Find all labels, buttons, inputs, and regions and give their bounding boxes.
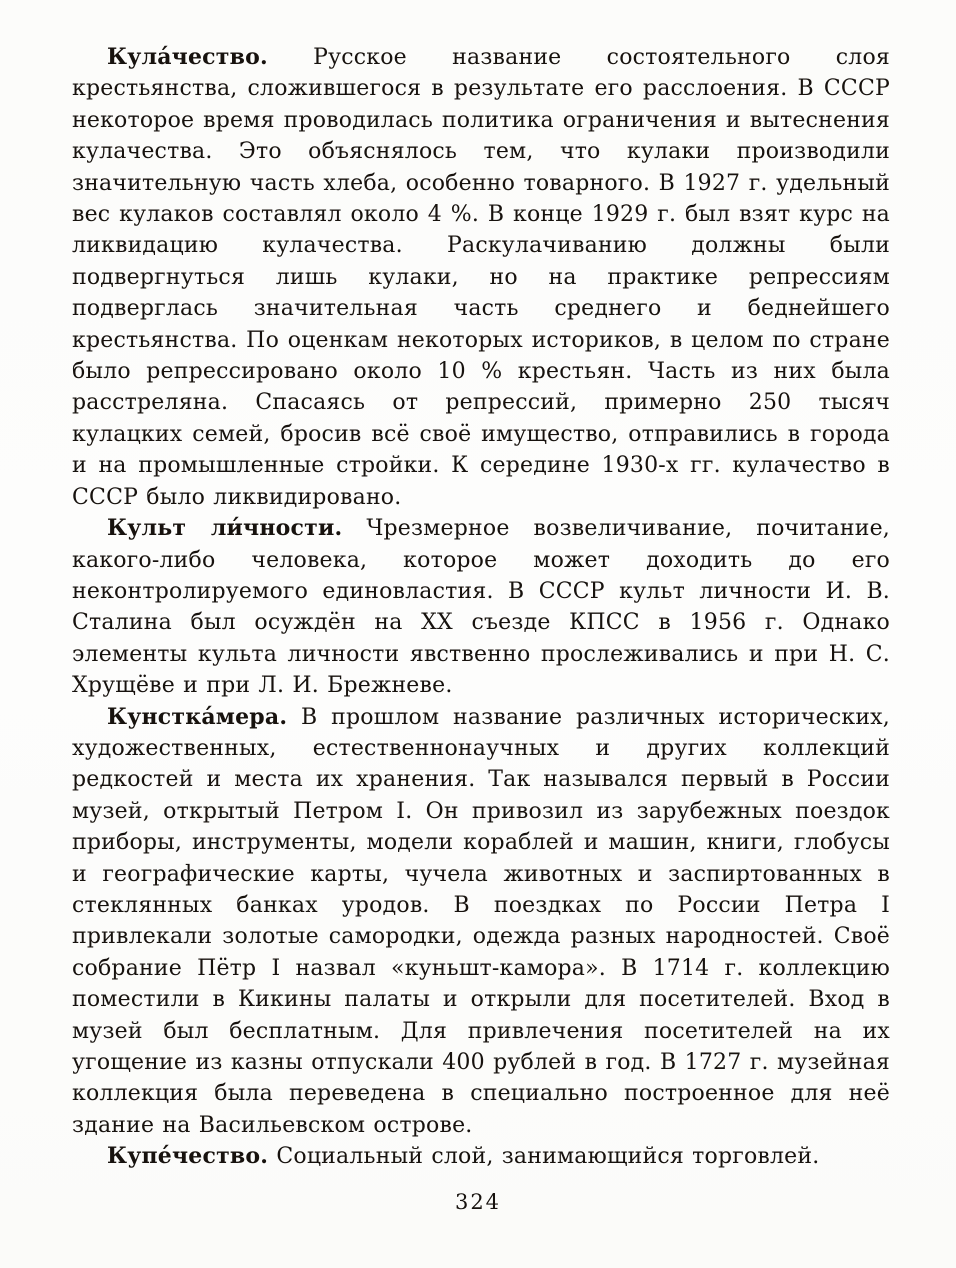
dictionary-entry xyxy=(72,42,890,513)
entry-definition: Русское название состоятельного слоя крестьянства, сложившегося в результате его расслоения. В СССР некоторое время проводилась политика ограничения и вытеснения кулачества. Это объяснялось тем, что кулаки производили значительную часть хлеба, особенно товарного. В 1927 г. удельный вес кулаков составлял около 4 %. В конце 1929 г. был взят курс на ликвидацию кулачества. Раскулачиванию должны были подвергнуться лишь кулаки, но на практике репрессиям подверглась значительная часть среднего и беднейшего крестьянства. По оценкам некоторых историков, в целом по стране было репрессировано около 10 % крестьян. Часть из них была расстреляна. Спасаясь от репрессий, примерно 250 тысяч кулацких семей, бросив всё своё имущество, отправились в города и на промышленные стройки. К середине 1930-х гг. кулачество в СССР было ликвидировано. xyxy=(72,45,890,510)
entry-term: Кула́чество. xyxy=(107,44,268,70)
dictionary-entry xyxy=(72,1141,890,1172)
entry-definition: Чрезмерное возвеличивание, почитание, какого-либо человека, которое может доходить до его неконтролируемого единовластия. В СССР культ личности И. В. Сталина был осуждён на XX съезде КПСС в 1956 г. Однако элементы культа личности явственно прослеживались и при Н. С. Хрущёве и при Л. И. Брежневе. xyxy=(72,516,890,699)
page-text-block xyxy=(72,42,890,1173)
entry-term: Культ ли́чности. xyxy=(107,515,343,542)
entry-definition: Социальный слой, занимающийся торговлей. xyxy=(276,1144,820,1170)
entry-term: Купе́чество. xyxy=(107,1143,269,1170)
dictionary-entry xyxy=(72,513,890,701)
dictionary-entry xyxy=(72,702,890,1142)
page-number: 324 xyxy=(454,1190,502,1214)
entry-term: Кунстка́мера. xyxy=(107,703,288,730)
entry-definition: В прошлом название различных исторических, художественных, естественнонаучных и других коллекций редкостей и места их хранения. Так назывался первый в России музей, открытый Петром I. Он привозил из зарубежных поездок приборы, инструменты, модели кораблей и машин, книги, глобусы и географические карты, чучела животных и заспиртованных в стеклянных банках уродов. В поездках по России Петра I привлекали золотые самородки, одежда разных народностей. Своё собрание Пётр I назвал «куньшт-камора». В 1714 г. коллекцию поместили в Кикины палаты и открыли для посетителей. Вход в музей был бесплатным. Для привлечения посетителей на их угощение из казны отпускали 400 рублей в год. В 1727 г. музейная коллекция была переведена в специально построенное для неё здание на Васильевском острове. xyxy=(72,704,890,1138)
